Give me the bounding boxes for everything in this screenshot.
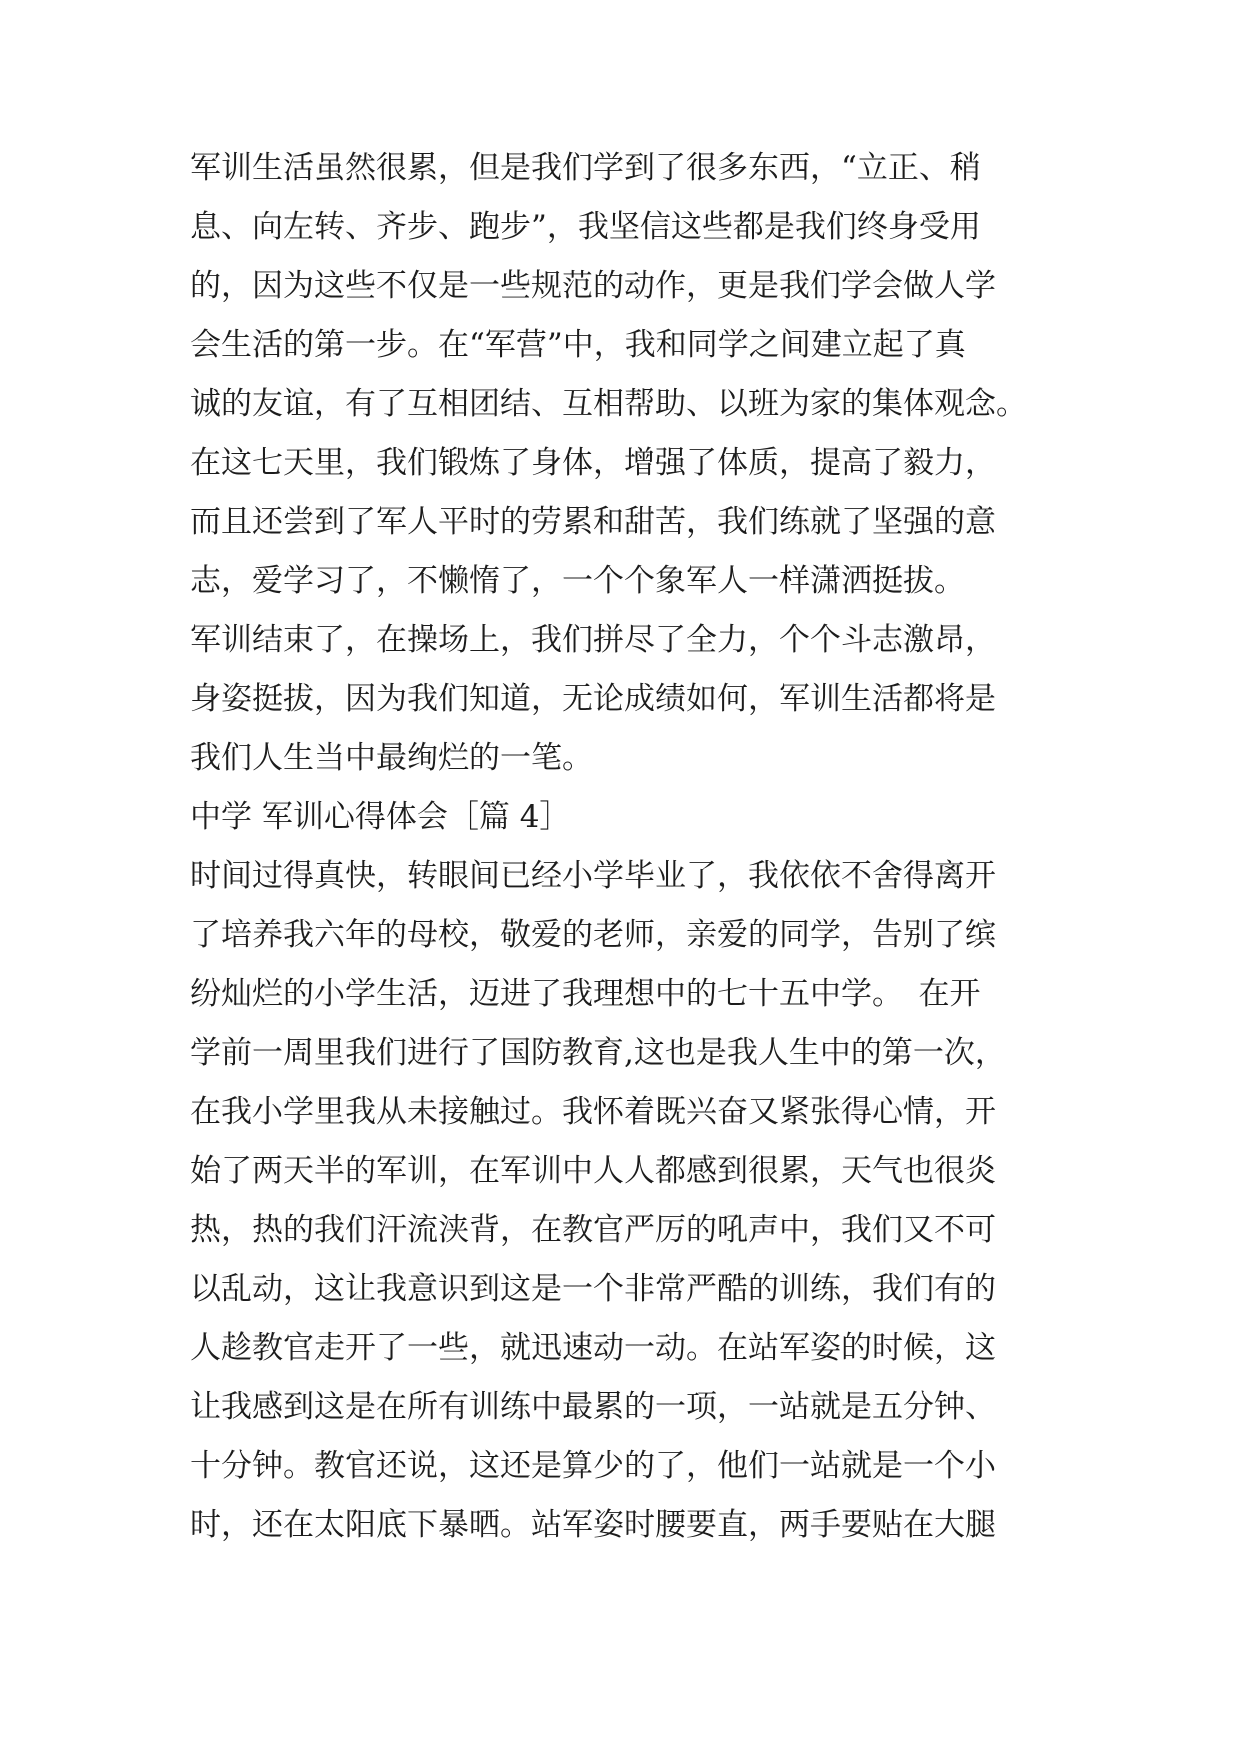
text-line: 会生活的第一步。在“军营”中，我和同学之间建立起了真	[190, 327, 966, 363]
text-line: 军训结束了，在操场上，我们拼尽了全力，个个斗志激昂，	[190, 622, 996, 658]
text-line: 的，因为这些不仅是一些规范的动作，更是我们学会做人学	[190, 268, 996, 304]
text-line: 了培养我六年的母校，敬爱的老师，亲爱的同学，告别了缤	[190, 917, 996, 953]
text-line: 息、向左转、齐步、跑步”，我坚信这些都是我们终身受用	[190, 209, 981, 245]
text-line: 十分钟。教官还说，这还是算少的了，他们一站就是一个小	[190, 1448, 996, 1484]
text-line: 而且还尝到了军人平时的劳累和甜苦，我们练就了坚强的意	[190, 504, 996, 540]
text-line: 以乱动，这让我意识到这是一个非常严酷的训练，我们有的	[190, 1271, 996, 1307]
text-line: 热，热的我们汗流浃背，在教官严厉的吼声中，我们又不可	[190, 1212, 996, 1248]
text-line: 我们人生当中最绚烂的一笔。	[190, 740, 593, 776]
text-line: 诚的友谊，有了互相团结、互相帮助、以班为家的集体观念。	[190, 386, 1027, 422]
text-line: 让我感到这是在所有训练中最累的一项，一站就是五分钟、	[190, 1389, 996, 1425]
text-line: 身姿挺拔，因为我们知道，无论成绩如何，军训生活都将是	[190, 681, 996, 717]
text-line: 在这七天里，我们锻炼了身体，增强了体质，提高了毅力，	[190, 445, 996, 481]
text-line: 时，还在太阳底下暴晒。站军姿时腰要直，两手要贴在大腿	[190, 1507, 996, 1543]
section-heading: 中学 军训心得体会［篇 4］	[190, 799, 571, 835]
text-line: 志，爱学习了，不懒惰了，一个个象军人一样潇洒挺拔。	[190, 563, 965, 599]
text-line: 人趁教官走开了一些，就迅速动一动。在站军姿的时候，这	[190, 1330, 996, 1366]
text-line: 始了两天半的军训，在军训中人人都感到很累，天气也很炎	[190, 1153, 996, 1189]
text-line: 学前一周里我们进行了国防教育,这也是我人生中的第一次，	[190, 1035, 1006, 1071]
text-line: 纷灿烂的小学生活，迈进了我理想中的七十五中学。 在开	[190, 976, 981, 1012]
text-line: 时间过得真快，转眼间已经小学毕业了，我依依不舍得离开	[190, 858, 996, 894]
text-line: 军训生活虽然很累，但是我们学到了很多东西，“立正、稍	[190, 150, 981, 186]
text-line: 在我小学里我从未接触过。我怀着既兴奋又紧张得心情，开	[190, 1094, 996, 1130]
